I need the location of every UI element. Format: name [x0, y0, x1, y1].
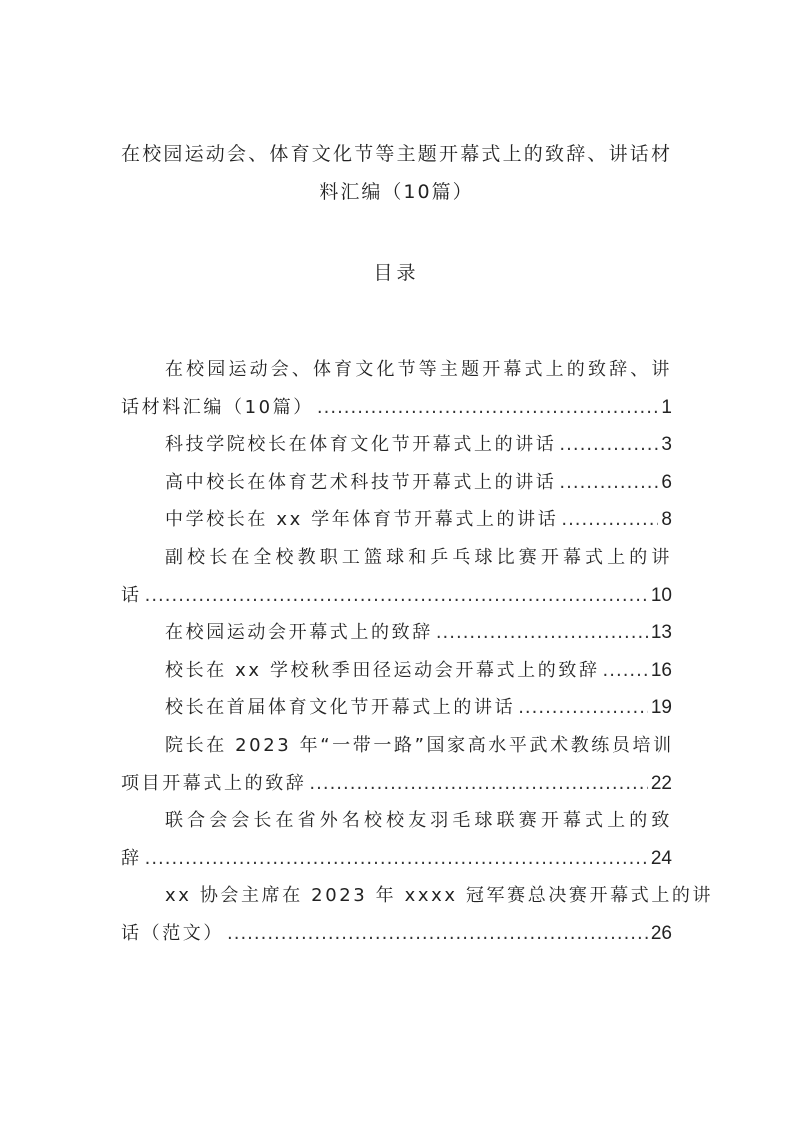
document-title — [121, 135, 672, 211]
dot-leader — [603, 652, 648, 690]
toc-entry-title: 院长在 2023 年“一带一路”国家高水平武术教练员培训 — [165, 734, 674, 756]
toc-entry-title: xx 协会主席在 2023 年 xxxx 冠军赛总决赛开幕式上的讲 — [165, 885, 714, 907]
document-title-line-1: 在校园运动会、体育文化节等主题开幕式上的致辞、讲话材 — [121, 143, 672, 165]
toc-entry-line — [121, 577, 672, 615]
toc-entry-title: 副校长在全校教职工篮球和乒乓球比赛开幕式上的讲 — [165, 546, 672, 568]
toc-page-number: 24 — [650, 847, 672, 869]
toc-entry-title: 在校园运动会、体育文化节等主题开幕式上的致辞、讲 — [165, 359, 672, 380]
toc-entry-line — [121, 840, 672, 878]
toc-entry[interactable] — [121, 501, 672, 539]
toc-entry-title: 联合会会长在省外名校校友羽毛球联赛开幕式上的致 — [165, 810, 672, 832]
dot-leader — [559, 426, 658, 464]
toc-entry-title: 科技学院校长在体育文化节开幕式上的讲话 — [165, 434, 557, 456]
toc-entry[interactable] — [121, 539, 672, 614]
toc-page-number: 1 — [661, 396, 672, 418]
toc-entry-line — [121, 727, 672, 765]
toc-entry-title: 话材料汇编（10篇） — [121, 396, 314, 418]
document-title-line-2: 料汇编（10篇） — [319, 181, 474, 203]
toc-entry[interactable] — [121, 464, 672, 502]
toc-entry-line — [121, 877, 714, 915]
toc-entry-title: 校长在 xx 学校秋季田径运动会开幕式上的致辞 — [165, 659, 600, 681]
toc-page-number: 26 — [650, 922, 672, 944]
toc-entry[interactable] — [121, 802, 672, 877]
toc-entry-line — [121, 501, 672, 539]
toc-page-number: 10 — [650, 584, 672, 606]
dot-leader — [145, 840, 648, 878]
toc-entry-line — [121, 689, 672, 727]
dot-leader — [518, 689, 648, 727]
dot-leader — [436, 614, 648, 652]
toc-entry[interactable] — [121, 877, 714, 952]
toc-entry[interactable] — [121, 351, 672, 426]
toc-entry-line — [121, 614, 672, 652]
toc-entry[interactable] — [121, 727, 672, 802]
toc-entry-line — [121, 652, 672, 690]
toc-entry[interactable] — [121, 614, 672, 652]
dot-leader — [309, 765, 647, 803]
toc-entry-line — [121, 351, 672, 389]
toc-page-number: 6 — [661, 471, 672, 493]
toc-entry-line — [121, 915, 672, 953]
toc-page-number: 8 — [661, 509, 672, 531]
table-of-contents — [121, 351, 714, 953]
dot-leader — [145, 577, 648, 615]
toc-page-number: 19 — [650, 697, 672, 719]
toc-entry-line — [121, 464, 672, 502]
dot-leader — [317, 389, 659, 427]
toc-page-number: 13 — [650, 622, 672, 644]
toc-entry[interactable] — [121, 426, 672, 464]
dot-leader — [559, 464, 658, 502]
toc-entry-title: 话（范文） — [121, 922, 224, 944]
toc-heading: 目录 — [373, 262, 420, 284]
toc-entry-title: 话 — [121, 584, 142, 606]
toc-entry-title: 校长在首届体育文化节开幕式上的讲话 — [165, 697, 516, 719]
toc-entry-line — [121, 802, 672, 840]
toc-page-number: 3 — [661, 434, 672, 456]
toc-entry-title: 高中校长在体育艺术科技节开幕式上的讲话 — [165, 471, 557, 493]
toc-entry-line — [121, 765, 672, 803]
toc-entry-title: 辞 — [121, 847, 142, 869]
toc-entry-title: 项目开幕式上的致辞 — [121, 772, 307, 794]
dot-leader — [561, 501, 658, 539]
toc-entry-line — [121, 539, 672, 577]
toc-entry-line — [121, 389, 672, 427]
toc-page-number: 22 — [650, 772, 672, 794]
toc-page-number: 16 — [650, 659, 672, 681]
dot-leader — [227, 915, 648, 953]
toc-entry[interactable] — [121, 689, 672, 727]
toc-entry[interactable] — [121, 652, 672, 690]
toc-entry-line — [121, 426, 672, 464]
toc-entry-title: 在校园运动会开幕式上的致辞 — [165, 622, 433, 644]
toc-entry-title: 中学校长在 xx 学年体育节开幕式上的讲话 — [165, 509, 559, 531]
